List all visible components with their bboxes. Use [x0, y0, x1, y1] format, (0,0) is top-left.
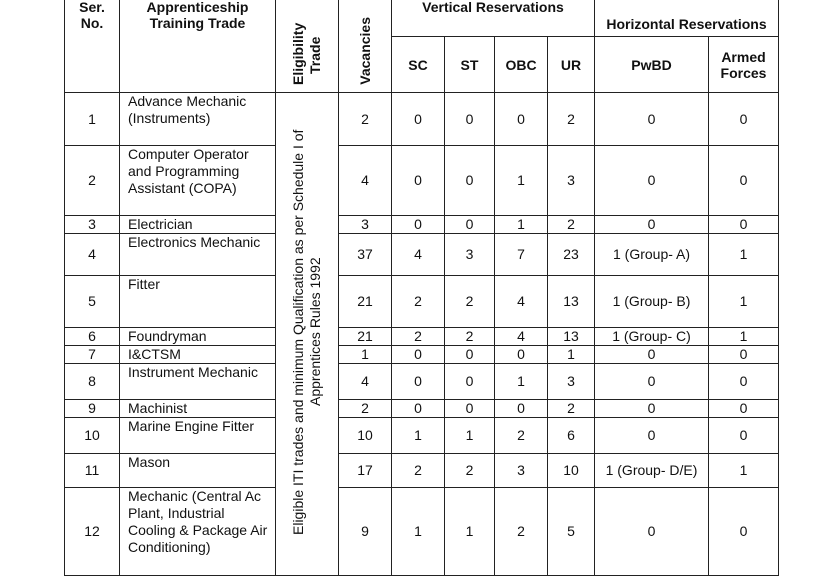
cell-armed-forces: 0 [709, 364, 779, 400]
table-row [65, 146, 779, 216]
cell-ser-no: 3 [65, 216, 120, 234]
cell-ur: 23 [548, 234, 595, 276]
cell-trade: Marine Engine Fitter [120, 418, 276, 454]
cell-ur: 2 [548, 216, 595, 234]
cell-ser-no: 5 [65, 276, 120, 328]
cell-pwbd: 0 [595, 364, 709, 400]
cell-ur: 3 [548, 146, 595, 216]
cell-st: 2 [445, 276, 495, 328]
header-eligibility-text: Eligibility Trade [290, 22, 323, 85]
cell-st: 0 [445, 146, 495, 216]
cell-obc: 1 [495, 364, 548, 400]
cell-trade: Mechanic (Central Ac Plant, Industrial Cooling & Package Air Conditioning) [120, 488, 276, 576]
cell-st: 2 [445, 454, 495, 488]
cell-pwbd: 0 [595, 400, 709, 418]
header-pwbd: PwBD [595, 37, 709, 93]
table-row [65, 418, 779, 454]
cell-armed-forces: 0 [709, 400, 779, 418]
cell-ser-no: 6 [65, 328, 120, 346]
cell-ser-no: 11 [65, 454, 120, 488]
cell-ur: 6 [548, 418, 595, 454]
cell-obc: 2 [495, 418, 548, 454]
header-ur: UR [548, 37, 595, 93]
header-ser-no: Ser. No. [65, 0, 120, 93]
cell-ser-no: 2 [65, 146, 120, 216]
cell-obc: 3 [495, 454, 548, 488]
cell-trade: Computer Operator and Programming Assistant (COPA) [120, 146, 276, 216]
cell-sc: 2 [392, 276, 445, 328]
cell-trade: Machinist [120, 400, 276, 418]
cell-obc: 4 [495, 276, 548, 328]
cell-sc: 2 [392, 328, 445, 346]
cell-vacancies: 10 [339, 418, 392, 454]
cell-ur: 3 [548, 364, 595, 400]
cell-obc: 0 [495, 346, 548, 364]
cell-sc: 0 [392, 146, 445, 216]
cell-st: 0 [445, 93, 495, 146]
cell-st: 2 [445, 328, 495, 346]
cell-st: 0 [445, 346, 495, 364]
cell-pwbd: 1 (Group- A) [595, 234, 709, 276]
cell-vacancies: 3 [339, 216, 392, 234]
header-vertical-reservations: Vertical Reservations [392, 0, 595, 37]
cell-pwbd: 0 [595, 216, 709, 234]
cell-st: 1 [445, 418, 495, 454]
cell-trade: Electronics Mechanic [120, 234, 276, 276]
table-row [65, 234, 779, 276]
cell-sc: 0 [392, 364, 445, 400]
cell-sc: 1 [392, 418, 445, 454]
cell-armed-forces: 1 [709, 328, 779, 346]
cell-vacancies: 17 [339, 454, 392, 488]
cell-armed-forces: 0 [709, 346, 779, 364]
header-st: ST [445, 37, 495, 93]
cell-ur: 5 [548, 488, 595, 576]
cell-obc: 0 [495, 93, 548, 146]
cell-pwbd: 0 [595, 346, 709, 364]
cell-trade: I&CTSM [120, 346, 276, 364]
cell-pwbd: 0 [595, 418, 709, 454]
cell-ur: 1 [548, 346, 595, 364]
cell-ur: 2 [548, 400, 595, 418]
cell-pwbd: 1 (Group- B) [595, 276, 709, 328]
header-trade: Apprenticeship Training Trade [120, 0, 276, 93]
table-row [65, 400, 779, 418]
cell-pwbd: 0 [595, 146, 709, 216]
cell-vacancies: 21 [339, 276, 392, 328]
cell-pwbd: 1 (Group- C) [595, 328, 709, 346]
cell-armed-forces: 1 [709, 454, 779, 488]
cell-obc: 4 [495, 328, 548, 346]
cell-vacancies: 2 [339, 93, 392, 146]
cell-vacancies: 9 [339, 488, 392, 576]
cell-sc: 0 [392, 93, 445, 146]
cell-obc: 0 [495, 400, 548, 418]
cell-sc: 0 [392, 346, 445, 364]
cell-vacancies: 4 [339, 146, 392, 216]
cell-ur: 10 [548, 454, 595, 488]
cell-st: 0 [445, 400, 495, 418]
table-row [65, 328, 779, 346]
cell-ser-no: 1 [65, 93, 120, 146]
header-sc: SC [392, 37, 445, 93]
cell-pwbd: 0 [595, 488, 709, 576]
cell-eligibility [276, 93, 339, 576]
cell-armed-forces: 0 [709, 93, 779, 146]
cell-ser-no: 7 [65, 346, 120, 364]
table-row [65, 454, 779, 488]
table-row [65, 93, 779, 146]
cell-trade: Foundryman [120, 328, 276, 346]
cell-vacancies: 4 [339, 364, 392, 400]
eligibility-text: Eligible ITI trades and minimum Qualification as per Schedule I of Apprentices Rules 1992 [290, 129, 323, 535]
cell-obc: 2 [495, 488, 548, 576]
header-vacancies-text: Vacancies [357, 17, 373, 85]
cell-armed-forces: 1 [709, 276, 779, 328]
cell-obc: 1 [495, 216, 548, 234]
cell-ser-no: 12 [65, 488, 120, 576]
cell-sc: 2 [392, 454, 445, 488]
cell-pwbd: 0 [595, 93, 709, 146]
header-horizontal-reservations: Horizontal Reservations [595, 0, 779, 37]
cell-armed-forces: 0 [709, 146, 779, 216]
cell-obc: 1 [495, 146, 548, 216]
cell-vacancies: 37 [339, 234, 392, 276]
cell-obc: 7 [495, 234, 548, 276]
table-row [65, 276, 779, 328]
cell-st: 0 [445, 216, 495, 234]
cell-armed-forces: 0 [709, 488, 779, 576]
cell-sc: 0 [392, 216, 445, 234]
cell-vacancies: 2 [339, 400, 392, 418]
cell-st: 3 [445, 234, 495, 276]
cell-st: 1 [445, 488, 495, 576]
table-row [65, 346, 779, 364]
cell-st: 0 [445, 364, 495, 400]
cell-ur: 2 [548, 93, 595, 146]
cell-ser-no: 8 [65, 364, 120, 400]
cell-vacancies: 1 [339, 346, 392, 364]
cell-trade: Advance Mechanic (Instruments) [120, 93, 276, 146]
cell-pwbd: 1 (Group- D/E) [595, 454, 709, 488]
header-eligibility [276, 0, 339, 93]
cell-ser-no: 10 [65, 418, 120, 454]
header-vacancies [339, 0, 392, 93]
cell-armed-forces: 0 [709, 418, 779, 454]
cell-sc: 4 [392, 234, 445, 276]
cell-sc: 1 [392, 488, 445, 576]
cell-armed-forces: 1 [709, 234, 779, 276]
cell-trade: Electrician [120, 216, 276, 234]
cell-trade: Mason [120, 454, 276, 488]
table-row [65, 364, 779, 400]
cell-ur: 13 [548, 276, 595, 328]
cell-ser-no: 4 [65, 234, 120, 276]
cell-armed-forces: 0 [709, 216, 779, 234]
table-row [65, 488, 779, 576]
cell-vacancies: 21 [339, 328, 392, 346]
cell-ur: 13 [548, 328, 595, 346]
cell-trade: Instrument Mechanic [120, 364, 276, 400]
cell-trade: Fitter [120, 276, 276, 328]
cell-sc: 0 [392, 400, 445, 418]
header-obc: OBC [495, 37, 548, 93]
apprentice-vacancy-table [64, 0, 779, 576]
table-row [65, 216, 779, 234]
header-armed-forces: Armed Forces [709, 37, 779, 93]
cell-ser-no: 9 [65, 400, 120, 418]
